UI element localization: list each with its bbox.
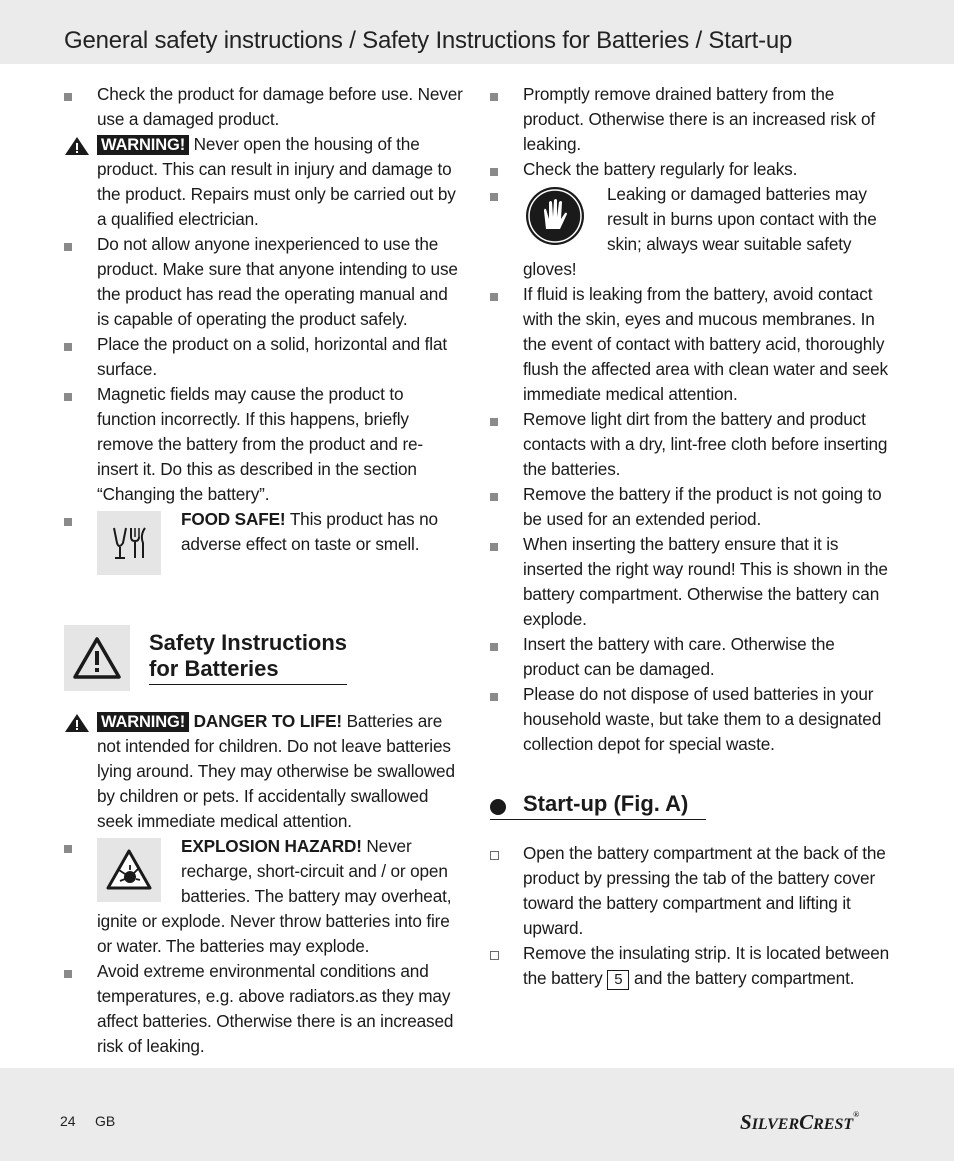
bullet (64, 970, 72, 978)
bullet (490, 693, 498, 701)
page-header (0, 0, 954, 64)
explosion-hazard-icon (97, 838, 161, 902)
item-text: Promptly remove drained battery from the product. Otherwise there is an increased risk of leaking. (523, 84, 875, 154)
list-item (64, 959, 464, 1059)
item-text (97, 132, 464, 232)
list-item (64, 82, 464, 132)
warning-triangle-icon (64, 713, 90, 733)
bullet (490, 168, 498, 176)
bullet (64, 93, 72, 101)
bullet (64, 845, 72, 853)
brand-logo (740, 1110, 859, 1135)
list-item (490, 82, 892, 157)
text: Never recharge, short-circuit and / or open batteries. The battery may overheat, ignite or explode. Never throw batteries into fire or water. The batteries may explode. (97, 836, 452, 956)
right-column (490, 82, 892, 991)
checkbox-icon (490, 851, 499, 860)
text: and the battery compartment. (629, 968, 855, 988)
text: This product has no adverse effect on taste or smell. (181, 509, 438, 554)
bullet (490, 193, 498, 201)
page-title: General safety instructions / Safety Instructions for Batteries / Start-up (64, 27, 793, 54)
title-line: for Batteries (149, 656, 279, 681)
step-text: Open the battery compartment at the back of the product by pressing the tab of the battery cover toward the battery compartment and lifting it upward. (523, 843, 886, 938)
list-item (490, 532, 892, 632)
step-item (490, 941, 892, 991)
section-heading-startup (490, 791, 892, 821)
bullet (490, 643, 498, 651)
list-item (64, 232, 464, 332)
item-text: Remove light dirt from the battery and product contacts with a dry, lint-free cloth before inserting the batteries. (523, 409, 888, 479)
title-line: Safety Instructions (149, 630, 348, 655)
logo-part: S (740, 1110, 752, 1134)
safety-gloves-icon (523, 184, 587, 248)
item-text: Leaking or damaged batteries may result in burns upon contact with the skin; always wear suitable safety gloves! (523, 184, 877, 279)
text: Remove the insulating strip. It is located between the battery (523, 943, 890, 988)
registered-mark: ® (853, 1110, 860, 1119)
section-title (149, 630, 347, 685)
item-text: Do not allow anyone inexperienced to use the product. Make sure that anyone intending to use the product has read the operating manual and is capable of operating the product safely. (97, 234, 458, 329)
logo-part: REST (813, 1116, 854, 1133)
item-text (97, 709, 464, 834)
bullet (490, 93, 498, 101)
item-text: Avoid extreme environmental conditions and temperatures, e.g. above radiators.as they may affect batteries. Otherwise there is an increased risk of leaking. (97, 961, 454, 1056)
item-text: When inserting the battery ensure that it is inserted the right way round! This is shown in the battery compartment. Otherwise the battery can explode. (523, 534, 888, 629)
bullet (490, 418, 498, 426)
item-text: Insert the battery with care. Otherwise the product can be damaged. (523, 634, 835, 679)
list-item (490, 632, 892, 682)
warning-triangle-icon (64, 136, 90, 156)
list-item (490, 282, 892, 407)
food-safe-icon (97, 511, 161, 575)
bullet (64, 518, 72, 526)
logo-part: ILVER (751, 1116, 800, 1133)
bold-label: EXPLOSION HAZARD! (181, 836, 362, 856)
item-text: Please do not dispose of used batteries in your household waste, but take them to a designated collection depot for special waste. (523, 684, 882, 754)
list-item-warning (64, 132, 464, 232)
item-text: Place the product on a solid, horizontal and flat surface. (97, 334, 447, 379)
list-item-food-safe (64, 507, 464, 579)
text: Never open the housing of the product. This can result in injury and damage to the product. Repairs must only be carried out by a qualified electrician. (97, 134, 456, 229)
list-item (490, 682, 892, 757)
list-item (490, 482, 892, 532)
text: Batteries are not intended for children. Do not leave batteries lying around. They may otherwise be swallowed by children or pets. If accidentally swallowed seek immediate medical attention. (97, 711, 455, 831)
item-text: Check the battery regularly for leaks. (523, 159, 798, 179)
left-column (64, 82, 464, 1059)
page-number: 24 (60, 1113, 76, 1129)
item-text: Remove the battery if the product is not going to be used for an extended period. (523, 484, 882, 529)
language-code: GB (95, 1113, 116, 1129)
bold-label: FOOD SAFE! (181, 509, 286, 529)
figure-reference: 5 (607, 970, 629, 990)
section-dot-icon (490, 799, 506, 815)
warning-badge: WARNING! (97, 712, 189, 732)
checkbox-icon (490, 951, 499, 960)
item-text: Magnetic fields may cause the product to function incorrectly. If this happens, briefly remove the battery from the product and re-insert it. Do this as described in the section “Changing the battery”. (97, 384, 424, 504)
bullet (64, 393, 72, 401)
bullet (64, 243, 72, 251)
warning-badge: WARNING! (97, 135, 189, 155)
list-item-explosion (64, 834, 464, 959)
section-heading-batteries (64, 625, 464, 691)
list-item (64, 382, 464, 507)
list-item-warning (64, 709, 464, 834)
bullet (490, 543, 498, 551)
warning-icon (64, 625, 130, 691)
step-item (490, 841, 892, 941)
logo-part: C (799, 1110, 814, 1134)
section-title: Start-up (Fig. A) (490, 791, 706, 820)
list-item-gloves (490, 182, 892, 282)
item-text: If fluid is leaking from the battery, avoid contact with the skin, eyes and mucous membranes. In the event of contact with battery acid, thoroughly flush the affected area with clean water and seek immediate medical attention. (523, 284, 888, 404)
bullet (64, 343, 72, 351)
item-text: Check the product for damage before use. Never use a damaged product. (97, 84, 463, 129)
bullet (490, 293, 498, 301)
step-text (523, 941, 892, 991)
list-item (64, 332, 464, 382)
list-item (490, 157, 892, 182)
bullet (490, 493, 498, 501)
list-item (490, 407, 892, 482)
bold-label: DANGER TO LIFE! (189, 711, 342, 731)
